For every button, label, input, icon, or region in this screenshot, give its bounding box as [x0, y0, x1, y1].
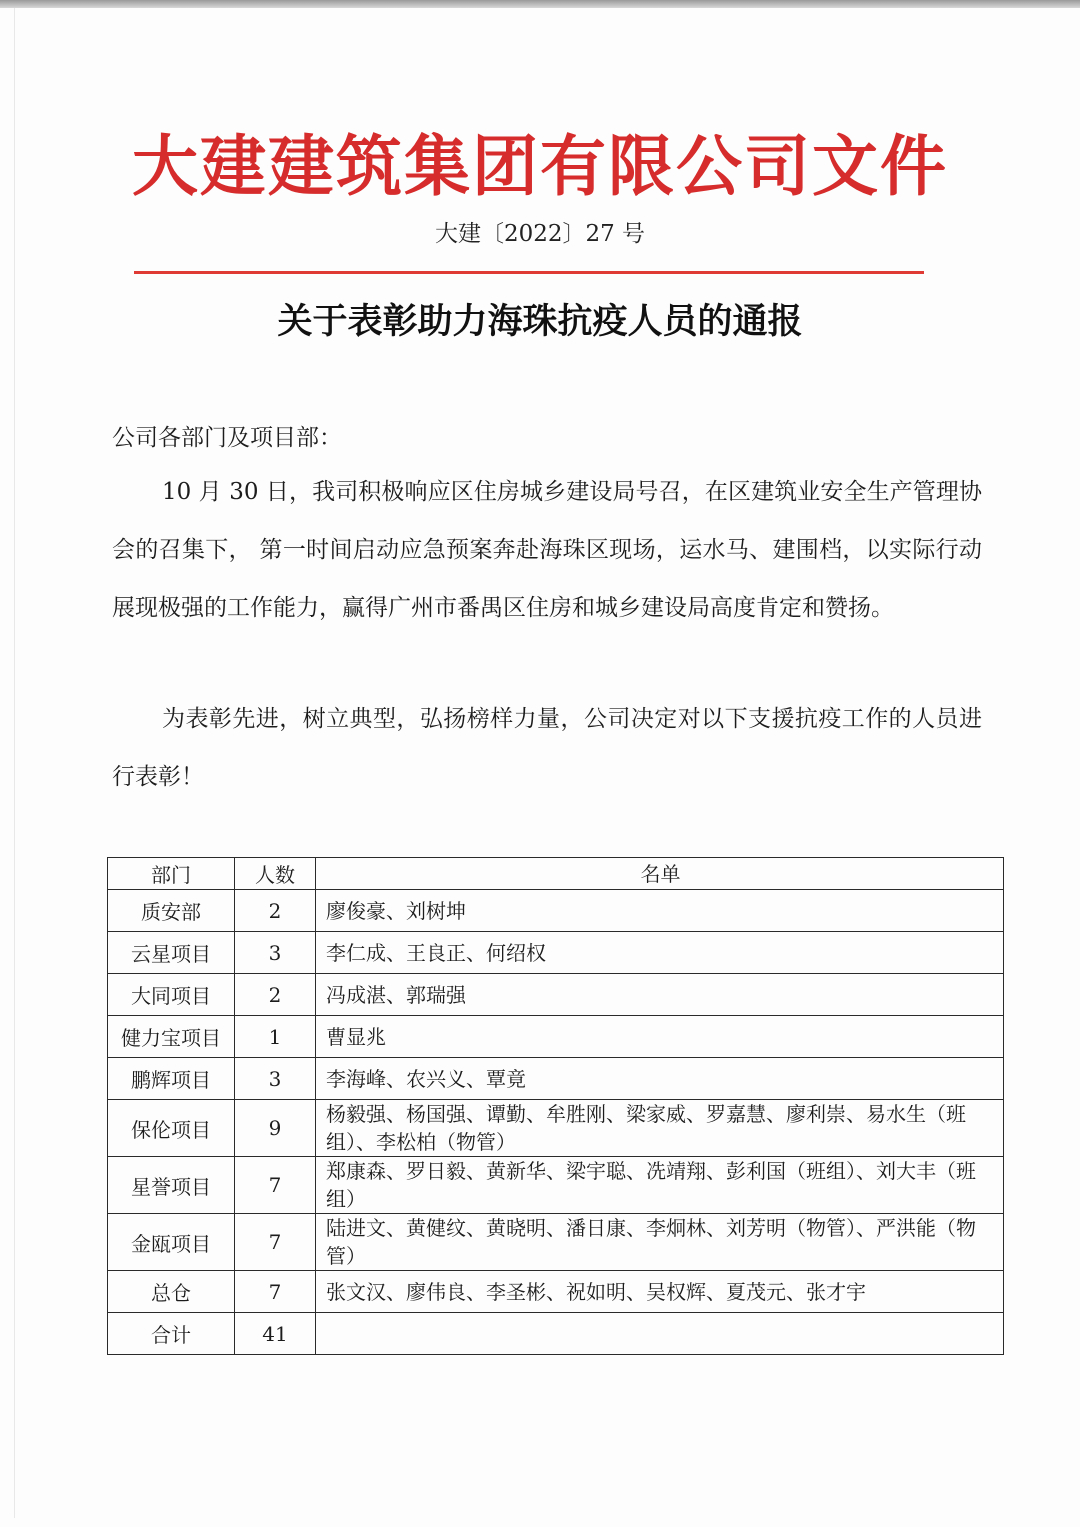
dept-cell: 大同项目: [108, 974, 235, 1016]
names-cell: 廖俊豪、刘树坤: [316, 890, 1004, 932]
body-paragraph-2: 为表彰先进，树立典型，弘扬榜样力量，公司决定对以下支援抗疫工作的人员进行表彰！: [112, 706, 982, 790]
salutation: 公司各部门及项目部：: [112, 425, 342, 451]
table-row: [108, 1271, 1004, 1313]
names-cell: 张文汉、廖伟良、李圣彬、祝如明、吴权辉、夏茂元、张才宇: [316, 1271, 1004, 1313]
dept-cell: 保伦项目: [108, 1100, 235, 1157]
names-cell: 郑康森、罗日毅、黄新华、梁宇聪、冼靖翔、彭利国（班组）、刘大丰（班组）: [316, 1157, 1004, 1214]
count-cell: 7: [235, 1157, 316, 1214]
count-cell: 2: [235, 974, 316, 1016]
red-divider-line: [134, 271, 924, 274]
header-count: 人数: [235, 858, 316, 890]
names-cell: 李仁成、王良正、何绍权: [316, 932, 1004, 974]
commendation-table: [107, 857, 1004, 1355]
count-cell: 3: [235, 1058, 316, 1100]
dept-cell: 金瓯项目: [108, 1214, 235, 1271]
dept-cell: 质安部: [108, 890, 235, 932]
header-names: 名单: [316, 858, 1004, 890]
document-number: 大建〔2022〕27 号: [434, 221, 646, 247]
body-paragraph-1: 10 月 30 日，我司积极响应区住房城乡建设局号召，在区建筑业安全生产管理协会的召集下， 第一时间启动应急预案奔赴海珠区现场，运水马、建围档，以实际行动展现极强的工作能力，赢得广州市番禺区住房和城乡建设局高度肯定和赞扬。: [112, 479, 982, 621]
table-row: [108, 1214, 1004, 1271]
count-cell: 1: [235, 1016, 316, 1058]
table-row: [108, 890, 1004, 932]
names-cell: 李海峰、农兴义、覃竟: [316, 1058, 1004, 1100]
names-cell: 杨毅强、杨国强、谭勤、牟胜刚、梁家威、罗嘉慧、廖利崇、易水生（班组）、李松柏（物管）: [316, 1100, 1004, 1157]
scan-top-edge: [0, 0, 1080, 8]
notice-title: 关于表彰助力海珠抗疫人员的通报: [277, 301, 803, 342]
dept-cell: 健力宝项目: [108, 1016, 235, 1058]
dept-cell: 总仓: [108, 1271, 235, 1313]
count-cell: 7: [235, 1214, 316, 1271]
count-cell: 3: [235, 932, 316, 974]
dept-cell: 鹏辉项目: [108, 1058, 235, 1100]
table-row: [108, 932, 1004, 974]
header-dept: 部门: [108, 858, 235, 890]
names-cell: 曹显兆: [316, 1016, 1004, 1058]
total-names-cell: [316, 1313, 1004, 1355]
names-cell: 陆进文、黄健纹、黄晓明、潘日康、李炯林、刘芳明（物管）、严洪能（物管）: [316, 1214, 1004, 1271]
count-cell: 7: [235, 1271, 316, 1313]
table-row: [108, 1100, 1004, 1157]
table-total-row: [108, 1313, 1004, 1355]
org-header-title: 大建建筑集团有限公司文件: [132, 128, 948, 205]
dept-cell: 星誉项目: [108, 1157, 235, 1214]
count-cell: 2: [235, 890, 316, 932]
total-count-cell: 41: [235, 1313, 316, 1355]
dept-cell: 云星项目: [108, 932, 235, 974]
table-row: [108, 1016, 1004, 1058]
table-row: [108, 1157, 1004, 1214]
count-cell: 9: [235, 1100, 316, 1157]
total-label-cell: 合计: [108, 1313, 235, 1355]
names-cell: 冯成湛、郭瑞强: [316, 974, 1004, 1016]
table-row: [108, 974, 1004, 1016]
table-row: [108, 1058, 1004, 1100]
table-header-row: [108, 858, 1004, 890]
